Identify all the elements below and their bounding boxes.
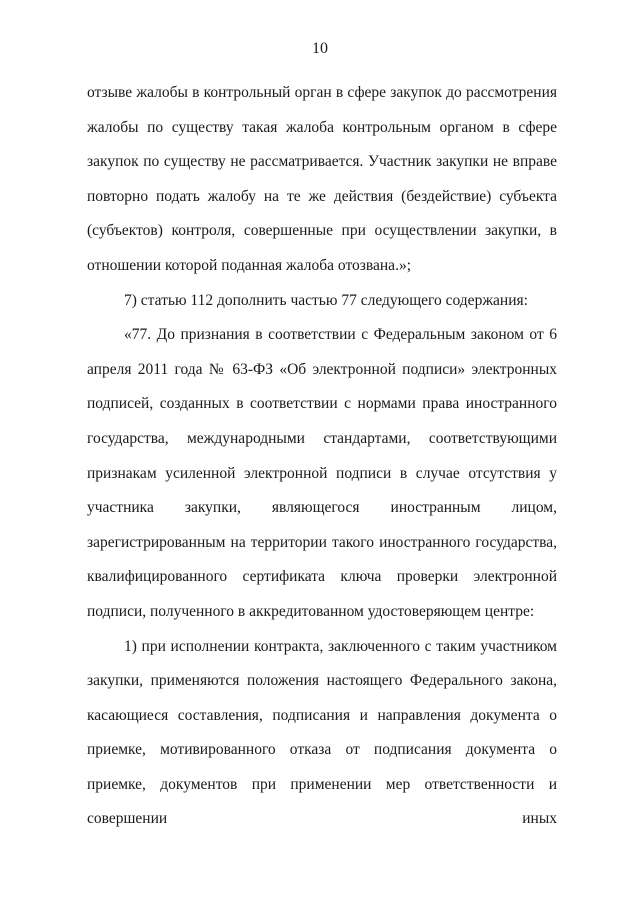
page-number: 10 xyxy=(312,40,328,57)
paragraph-complaint-withdrawal: отзыве жалобы в контрольный орган в сфере закупок до рассмотрения жалобы по существу такая жалоба контрольным органом в сфере закупок по существу не рассматривается. Участник закупки не вправе повторно подать жалобу на те же действия (бездействие) субъекта (субъектов) контроля, совершенные при осуществлении закупки, в отношении которой поданная жалоба отозвана.»; xyxy=(87,84,557,274)
document-body xyxy=(87,76,557,837)
paragraph-item-1: 1) при исполнении контракта, заключенного с таким участником закупки, применяются положения настоящего Федерального закона, касающиеся составления, подписания и направления документа о приемке, мотивированного отказа от подписания документа о приемке, документов при применении мер ответственности и совершении иных xyxy=(87,637,557,828)
paragraph-part-77: «77. До признания в соответствии с Федеральным законом от 6 апреля 2011 года № 63-ФЗ «Об электронной подписи» электронных подписей, созданных в соответствии с нормами права иностранного государства, международными стандартами, соответствующими признакам усиленной электронной подписи в случае отсутствия у участника закупки, являющегося иностранным лицом, зарегистрированным на территории такого иностранного государства, квалифицированного сертификата ключа проверки электронной подписи, полученного в аккредитованном удостоверяющем центре: xyxy=(87,326,557,620)
paragraph-article-112-amendment: 7) статью 112 дополнить частью 77 следующего содержания: xyxy=(124,291,528,309)
